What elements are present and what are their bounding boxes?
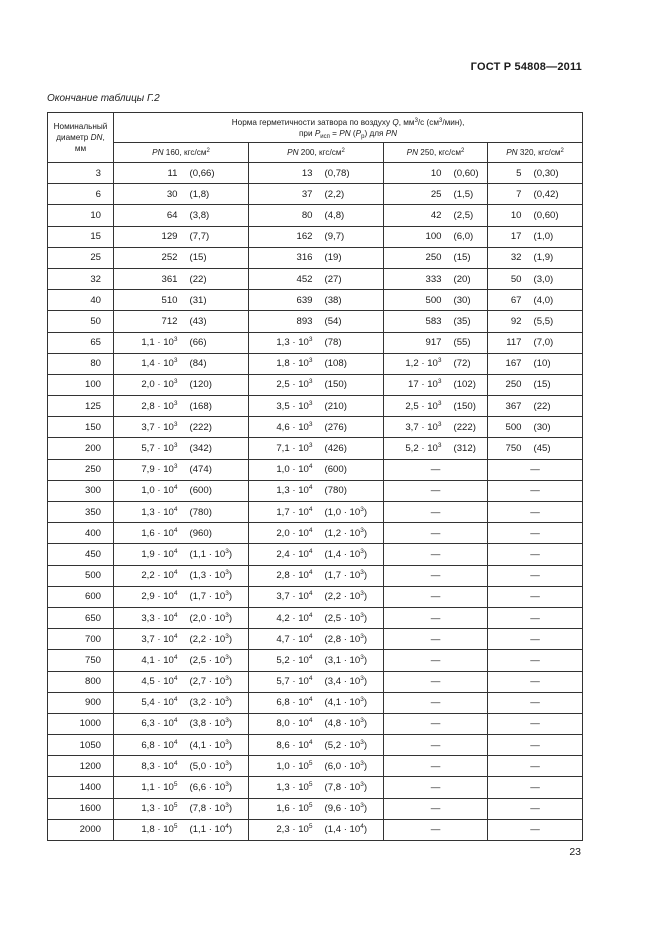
alt-unit-cell: $(3,4 \cdot 10^3)$ (319, 671, 384, 692)
alt-unit-cell: (2,5) (448, 205, 488, 226)
dn-cell: 50 (48, 311, 114, 332)
table-row (48, 290, 583, 311)
alt-unit-cell: $(2,2 \cdot 10^3)$ (319, 586, 384, 607)
value-cell: $1,6 \cdot 10^4$ (114, 523, 184, 544)
alt-unit-cell: (35) (448, 311, 488, 332)
alt-unit-cell: (5,5) (528, 311, 583, 332)
value-cell: $3,7 \cdot 10^3$ (114, 417, 184, 438)
table-row (48, 311, 583, 332)
alt-unit-cell: (342) (184, 438, 249, 459)
value-cell: $4,2 \cdot 10^4$ (249, 607, 319, 628)
alt-unit-cell: $(1,7 \cdot 10^3)$ (184, 586, 249, 607)
value-cell: 7 (488, 184, 528, 205)
dn-cell: 65 (48, 332, 114, 353)
alt-unit-cell: $(1,4 \cdot 10^3)$ (319, 544, 384, 565)
dash-cell: — (488, 819, 583, 840)
alt-unit-cell: $(1,3 \cdot 10^3)$ (184, 565, 249, 586)
value-cell: 25 (384, 184, 448, 205)
alt-unit-cell: $(4,1 \cdot 10^3)$ (184, 735, 249, 756)
dn-cell: 1600 (48, 798, 114, 819)
value-cell: 92 (488, 311, 528, 332)
value-cell: $1,7 \cdot 10^4$ (249, 502, 319, 523)
value-cell: $1,1 \cdot 10^5$ (114, 777, 184, 798)
leakage-table (47, 112, 583, 841)
value-cell: 13 (249, 163, 319, 184)
dash-cell: — (384, 692, 488, 713)
pn-column-header: PN 200, кгс/$см^2$ (249, 143, 384, 163)
table-row (48, 163, 583, 184)
value-cell: $4,7 \cdot 10^4$ (249, 629, 319, 650)
dn-cell: 350 (48, 502, 114, 523)
alt-unit-cell: (31) (184, 290, 249, 311)
dash-cell: — (384, 544, 488, 565)
value-cell: 167 (488, 353, 528, 374)
alt-unit-cell: (20) (448, 268, 488, 289)
alt-unit-cell: (84) (184, 353, 249, 374)
alt-unit-cell: (0,60) (528, 205, 583, 226)
alt-unit-cell: (72) (448, 353, 488, 374)
dn-cell: 1050 (48, 735, 114, 756)
value-cell: $17 \cdot 10^3$ (384, 374, 448, 395)
alt-unit-cell: $(1,0 \cdot 10^3)$ (319, 502, 384, 523)
value-cell: $2,4 \cdot 10^4$ (249, 544, 319, 565)
dn-cell: 2000 (48, 819, 114, 840)
value-cell: $4,5 \cdot 10^4$ (114, 671, 184, 692)
dash-cell: — (488, 692, 583, 713)
value-cell: $1,8 \cdot 10^5$ (114, 819, 184, 840)
alt-unit-cell: (15) (448, 247, 488, 268)
value-cell: 162 (249, 226, 319, 247)
pn-column-header: PN 160, кгс/$см^2$ (114, 143, 249, 163)
dn-cell: 32 (48, 268, 114, 289)
dash-cell: — (488, 544, 583, 565)
dash-cell: — (384, 735, 488, 756)
dn-cell: 40 (48, 290, 114, 311)
alt-unit-cell: $(5,0 \cdot 10^3)$ (184, 756, 249, 777)
value-cell: $5,4 \cdot 10^4$ (114, 692, 184, 713)
alt-unit-cell: $(2,8 \cdot 10^3)$ (319, 629, 384, 650)
pn-column-header: PN 250, кгс/$см^2$ (384, 143, 488, 163)
value-cell: $1,3 \cdot 10^4$ (249, 480, 319, 501)
dn-cell: 650 (48, 607, 114, 628)
dn-cell: 700 (48, 629, 114, 650)
alt-unit-cell: (960) (184, 523, 249, 544)
alt-unit-cell: (426) (319, 438, 384, 459)
value-cell: 333 (384, 268, 448, 289)
value-cell: 250 (488, 374, 528, 395)
alt-unit-cell: (168) (184, 396, 249, 417)
dn-cell: 100 (48, 374, 114, 395)
alt-unit-cell: (0,42) (528, 184, 583, 205)
dn-cell: 600 (48, 586, 114, 607)
value-cell: $4,6 \cdot 10^3$ (249, 417, 319, 438)
alt-unit-cell: (474) (184, 459, 249, 480)
alt-unit-cell: $(2,5 \cdot 10^3)$ (319, 607, 384, 628)
dn-cell: 1400 (48, 777, 114, 798)
dash-cell: — (488, 629, 583, 650)
dn-column-header: Номинальный диаметр DN, мм (48, 113, 114, 163)
alt-unit-cell: (0,78) (319, 163, 384, 184)
table-row (48, 565, 583, 586)
alt-unit-cell: $(2,2 \cdot 10^3)$ (184, 629, 249, 650)
dash-cell: — (488, 565, 583, 586)
value-cell: 893 (249, 311, 319, 332)
alt-unit-cell: (150) (319, 374, 384, 395)
alt-unit-cell: $(2,5 \cdot 10^3)$ (184, 650, 249, 671)
alt-unit-cell: (30) (448, 290, 488, 311)
value-cell: $1,3 \cdot 10^5$ (249, 777, 319, 798)
alt-unit-cell: (120) (184, 374, 249, 395)
alt-unit-cell: $(3,8 \cdot 10^3)$ (184, 713, 249, 734)
dn-cell: 150 (48, 417, 114, 438)
alt-unit-cell: $(5,2 \cdot 10^3)$ (319, 735, 384, 756)
standard-code: ГОСТ Р 54808—2011 (470, 61, 582, 73)
alt-unit-cell: $(1,1 \cdot 10^3)$ (184, 544, 249, 565)
dash-cell: — (384, 565, 488, 586)
table-row (48, 396, 583, 417)
alt-unit-cell: (54) (319, 311, 384, 332)
value-cell: 64 (114, 205, 184, 226)
alt-unit-cell: (78) (319, 332, 384, 353)
alt-unit-cell: (15) (184, 247, 249, 268)
alt-unit-cell: (7,7) (184, 226, 249, 247)
value-cell: 367 (488, 396, 528, 417)
value-cell: $2,5 \cdot 10^3$ (249, 374, 319, 395)
table-row (48, 438, 583, 459)
table-row (48, 629, 583, 650)
alt-unit-cell: (222) (184, 417, 249, 438)
dn-cell: 6 (48, 184, 114, 205)
value-cell: $6,8 \cdot 10^4$ (114, 735, 184, 756)
value-cell: $5,7 \cdot 10^4$ (249, 671, 319, 692)
value-cell: $7,1 \cdot 10^3$ (249, 438, 319, 459)
alt-unit-cell: $(7,8 \cdot 10^3)$ (184, 798, 249, 819)
dn-cell: 10 (48, 205, 114, 226)
value-cell: $3,7 \cdot 10^3$ (384, 417, 448, 438)
value-cell: $2,2 \cdot 10^4$ (114, 565, 184, 586)
value-cell: $5,2 \cdot 10^4$ (249, 650, 319, 671)
alt-unit-cell: $(3,2 \cdot 10^3)$ (184, 692, 249, 713)
value-cell: $4,1 \cdot 10^4$ (114, 650, 184, 671)
value-cell: 32 (488, 247, 528, 268)
value-cell: $3,7 \cdot 10^4$ (249, 586, 319, 607)
value-cell: 361 (114, 268, 184, 289)
alt-unit-cell: (312) (448, 438, 488, 459)
alt-unit-cell: (210) (319, 396, 384, 417)
alt-unit-cell: $(4,8 \cdot 10^3)$ (319, 713, 384, 734)
dash-cell: — (384, 798, 488, 819)
value-cell: $1,3 \cdot 10^4$ (114, 502, 184, 523)
value-cell: $1,3 \cdot 10^5$ (114, 798, 184, 819)
value-cell: $3,5 \cdot 10^3$ (249, 396, 319, 417)
value-cell: 117 (488, 332, 528, 353)
value-cell: $2,0 \cdot 10^3$ (114, 374, 184, 395)
alt-unit-cell: (150) (448, 396, 488, 417)
alt-unit-cell: $(4,1 \cdot 10^3)$ (319, 692, 384, 713)
dash-cell: — (488, 586, 583, 607)
dash-cell: — (488, 798, 583, 819)
dash-cell: — (384, 713, 488, 734)
value-cell: $1,1 \cdot 10^3$ (114, 332, 184, 353)
alt-unit-cell: (45) (528, 438, 583, 459)
dash-cell: — (488, 650, 583, 671)
alt-unit-cell: (38) (319, 290, 384, 311)
dash-cell: — (384, 523, 488, 544)
value-cell: $1,0 \cdot 10^5$ (249, 756, 319, 777)
dash-cell: — (488, 713, 583, 734)
alt-unit-cell: (27) (319, 268, 384, 289)
dn-cell: 750 (48, 650, 114, 671)
value-cell: 100 (384, 226, 448, 247)
dn-cell: 80 (48, 353, 114, 374)
value-cell: $3,7 \cdot 10^4$ (114, 629, 184, 650)
alt-unit-cell: (2,2) (319, 184, 384, 205)
alt-unit-cell: (1,8) (184, 184, 249, 205)
value-cell: $8,6 \cdot 10^4$ (249, 735, 319, 756)
dash-cell: — (384, 586, 488, 607)
alt-unit-cell: (102) (448, 374, 488, 395)
alt-unit-cell: (0,30) (528, 163, 583, 184)
alt-unit-cell: (7,0) (528, 332, 583, 353)
alt-unit-cell: $(1,2 \cdot 10^3)$ (319, 523, 384, 544)
alt-unit-cell: $(7,8 \cdot 10^3)$ (319, 777, 384, 798)
value-cell: 67 (488, 290, 528, 311)
dash-cell: — (384, 671, 488, 692)
alt-unit-cell: $(6,0 \cdot 10^3)$ (319, 756, 384, 777)
dn-cell: 250 (48, 459, 114, 480)
dash-cell: — (384, 777, 488, 798)
table-row (48, 268, 583, 289)
value-cell: 50 (488, 268, 528, 289)
alt-unit-cell: (22) (528, 396, 583, 417)
dn-cell: 450 (48, 544, 114, 565)
table-row (48, 417, 583, 438)
alt-unit-cell: $(3,1 \cdot 10^3)$ (319, 650, 384, 671)
value-cell: $1,2 \cdot 10^3$ (384, 353, 448, 374)
alt-unit-cell: (3,0) (528, 268, 583, 289)
table-row (48, 650, 583, 671)
value-cell: 500 (384, 290, 448, 311)
alt-unit-cell: (19) (319, 247, 384, 268)
dash-cell: — (384, 756, 488, 777)
alt-unit-cell: (108) (319, 353, 384, 374)
table-row (48, 459, 583, 480)
alt-unit-cell: (22) (184, 268, 249, 289)
alt-unit-cell: (15) (528, 374, 583, 395)
dash-cell: — (488, 523, 583, 544)
table-row (48, 735, 583, 756)
dn-cell: 300 (48, 480, 114, 501)
table-row (48, 332, 583, 353)
value-cell: 639 (249, 290, 319, 311)
table-row (48, 205, 583, 226)
table-row (48, 480, 583, 501)
dn-cell: 800 (48, 671, 114, 692)
value-cell: $1,4 \cdot 10^3$ (114, 353, 184, 374)
dash-cell: — (384, 607, 488, 628)
dn-cell: 3 (48, 163, 114, 184)
alt-unit-cell: $(6,6 \cdot 10^3)$ (184, 777, 249, 798)
value-cell: 917 (384, 332, 448, 353)
value-cell: 252 (114, 247, 184, 268)
alt-unit-cell: (0,60) (448, 163, 488, 184)
alt-unit-cell: (600) (184, 480, 249, 501)
dash-cell: — (384, 629, 488, 650)
value-cell: $1,9 \cdot 10^4$ (114, 544, 184, 565)
alt-unit-cell: (1,5) (448, 184, 488, 205)
dn-cell: 200 (48, 438, 114, 459)
value-cell: $7,9 \cdot 10^3$ (114, 459, 184, 480)
value-cell: 452 (249, 268, 319, 289)
alt-unit-cell: $(1,1 \cdot 10^4)$ (184, 819, 249, 840)
value-cell: $2,8 \cdot 10^3$ (114, 396, 184, 417)
table-row (48, 502, 583, 523)
value-cell: $6,8 \cdot 10^4$ (249, 692, 319, 713)
value-cell: $8,0 \cdot 10^4$ (249, 713, 319, 734)
value-cell: 80 (249, 205, 319, 226)
value-cell: 10 (488, 205, 528, 226)
value-cell: 750 (488, 438, 528, 459)
value-cell: $1,6 \cdot 10^5$ (249, 798, 319, 819)
value-cell: $2,0 \cdot 10^4$ (249, 523, 319, 544)
dash-cell: — (488, 756, 583, 777)
dn-cell: 1200 (48, 756, 114, 777)
alt-unit-cell: (222) (448, 417, 488, 438)
alt-unit-cell: (4,8) (319, 205, 384, 226)
alt-unit-cell: (276) (319, 417, 384, 438)
table-row (48, 544, 583, 565)
alt-unit-cell: (0,66) (184, 163, 249, 184)
value-cell: $5,2 \cdot 10^3$ (384, 438, 448, 459)
alt-unit-cell: (55) (448, 332, 488, 353)
alt-unit-cell: (4,0) (528, 290, 583, 311)
alt-unit-cell: $(2,0 \cdot 10^3)$ (184, 607, 249, 628)
alt-unit-cell: (3,8) (184, 205, 249, 226)
table-row (48, 184, 583, 205)
value-cell: $1,0 \cdot 10^4$ (114, 480, 184, 501)
table-row (48, 374, 583, 395)
dn-cell: 500 (48, 565, 114, 586)
table-row (48, 671, 583, 692)
alt-unit-cell: (6,0) (448, 226, 488, 247)
dash-cell: — (488, 480, 583, 501)
table-row (48, 523, 583, 544)
value-cell: $2,5 \cdot 10^3$ (384, 396, 448, 417)
value-cell: $6,3 \cdot 10^4$ (114, 713, 184, 734)
value-cell: $3,3 \cdot 10^4$ (114, 607, 184, 628)
table-row (48, 819, 583, 840)
value-cell: 42 (384, 205, 448, 226)
table-row (48, 586, 583, 607)
value-cell: $2,9 \cdot 10^4$ (114, 586, 184, 607)
value-cell: $2,3 \cdot 10^5$ (249, 819, 319, 840)
dn-cell: 1000 (48, 713, 114, 734)
dash-cell: — (488, 459, 583, 480)
value-cell: 712 (114, 311, 184, 332)
table-row (48, 247, 583, 268)
dash-cell: — (384, 650, 488, 671)
leakage-norm-header: Норма герметичности затвора по воздуху Q, $мм^3/с$ $(см^3/мин)$, при $P_{исп}$ = PN $(P_р)$ для PN (114, 113, 583, 143)
value-cell: 17 (488, 226, 528, 247)
pn-column-header: PN 320, кгс/$см^2$ (488, 143, 583, 163)
value-cell: 30 (114, 184, 184, 205)
alt-unit-cell: (780) (319, 480, 384, 501)
value-cell: 510 (114, 290, 184, 311)
value-cell: 10 (384, 163, 448, 184)
table-row (48, 607, 583, 628)
dash-cell: — (488, 777, 583, 798)
dash-cell: — (384, 480, 488, 501)
dash-cell: — (384, 459, 488, 480)
table-row (48, 353, 583, 374)
table-row (48, 756, 583, 777)
dn-cell: 25 (48, 247, 114, 268)
alt-unit-cell: (780) (184, 502, 249, 523)
value-cell: 250 (384, 247, 448, 268)
value-cell: 11 (114, 163, 184, 184)
value-cell: $2,8 \cdot 10^4$ (249, 565, 319, 586)
value-cell: 316 (249, 247, 319, 268)
value-cell: $1,8 \cdot 10^3$ (249, 353, 319, 374)
alt-unit-cell: $(9,6 \cdot 10^3)$ (319, 798, 384, 819)
alt-unit-cell: (600) (319, 459, 384, 480)
alt-unit-cell: (66) (184, 332, 249, 353)
dash-cell: — (488, 607, 583, 628)
alt-unit-cell: (1,0) (528, 226, 583, 247)
alt-unit-cell: (1,9) (528, 247, 583, 268)
table-row (48, 777, 583, 798)
value-cell: $8,3 \cdot 10^4$ (114, 756, 184, 777)
dn-cell: 15 (48, 226, 114, 247)
alt-unit-cell: (10) (528, 353, 583, 374)
table-row (48, 692, 583, 713)
value-cell: $5,7 \cdot 10^3$ (114, 438, 184, 459)
alt-unit-cell: (30) (528, 417, 583, 438)
value-cell: $1,0 \cdot 10^4$ (249, 459, 319, 480)
dash-cell: — (384, 819, 488, 840)
alt-unit-cell: $(2,7 \cdot 10^3)$ (184, 671, 249, 692)
value-cell: 583 (384, 311, 448, 332)
alt-unit-cell: (43) (184, 311, 249, 332)
value-cell: 37 (249, 184, 319, 205)
table-row (48, 798, 583, 819)
value-cell: 129 (114, 226, 184, 247)
dash-cell: — (488, 671, 583, 692)
value-cell: 500 (488, 417, 528, 438)
dash-cell: — (488, 735, 583, 756)
table-row (48, 713, 583, 734)
dash-cell: — (488, 502, 583, 523)
table-caption: Окончание таблицы Г.2 (47, 93, 160, 104)
dn-cell: 400 (48, 523, 114, 544)
alt-unit-cell: $(1,7 \cdot 10^3)$ (319, 565, 384, 586)
value-cell: 5 (488, 163, 528, 184)
table-row (48, 226, 583, 247)
page-number: 23 (569, 846, 581, 858)
alt-unit-cell: $(1,4 \cdot 10^4)$ (319, 819, 384, 840)
value-cell: $1,3 \cdot 10^3$ (249, 332, 319, 353)
alt-unit-cell: (9,7) (319, 226, 384, 247)
dn-cell: 900 (48, 692, 114, 713)
dash-cell: — (384, 502, 488, 523)
dn-cell: 125 (48, 396, 114, 417)
